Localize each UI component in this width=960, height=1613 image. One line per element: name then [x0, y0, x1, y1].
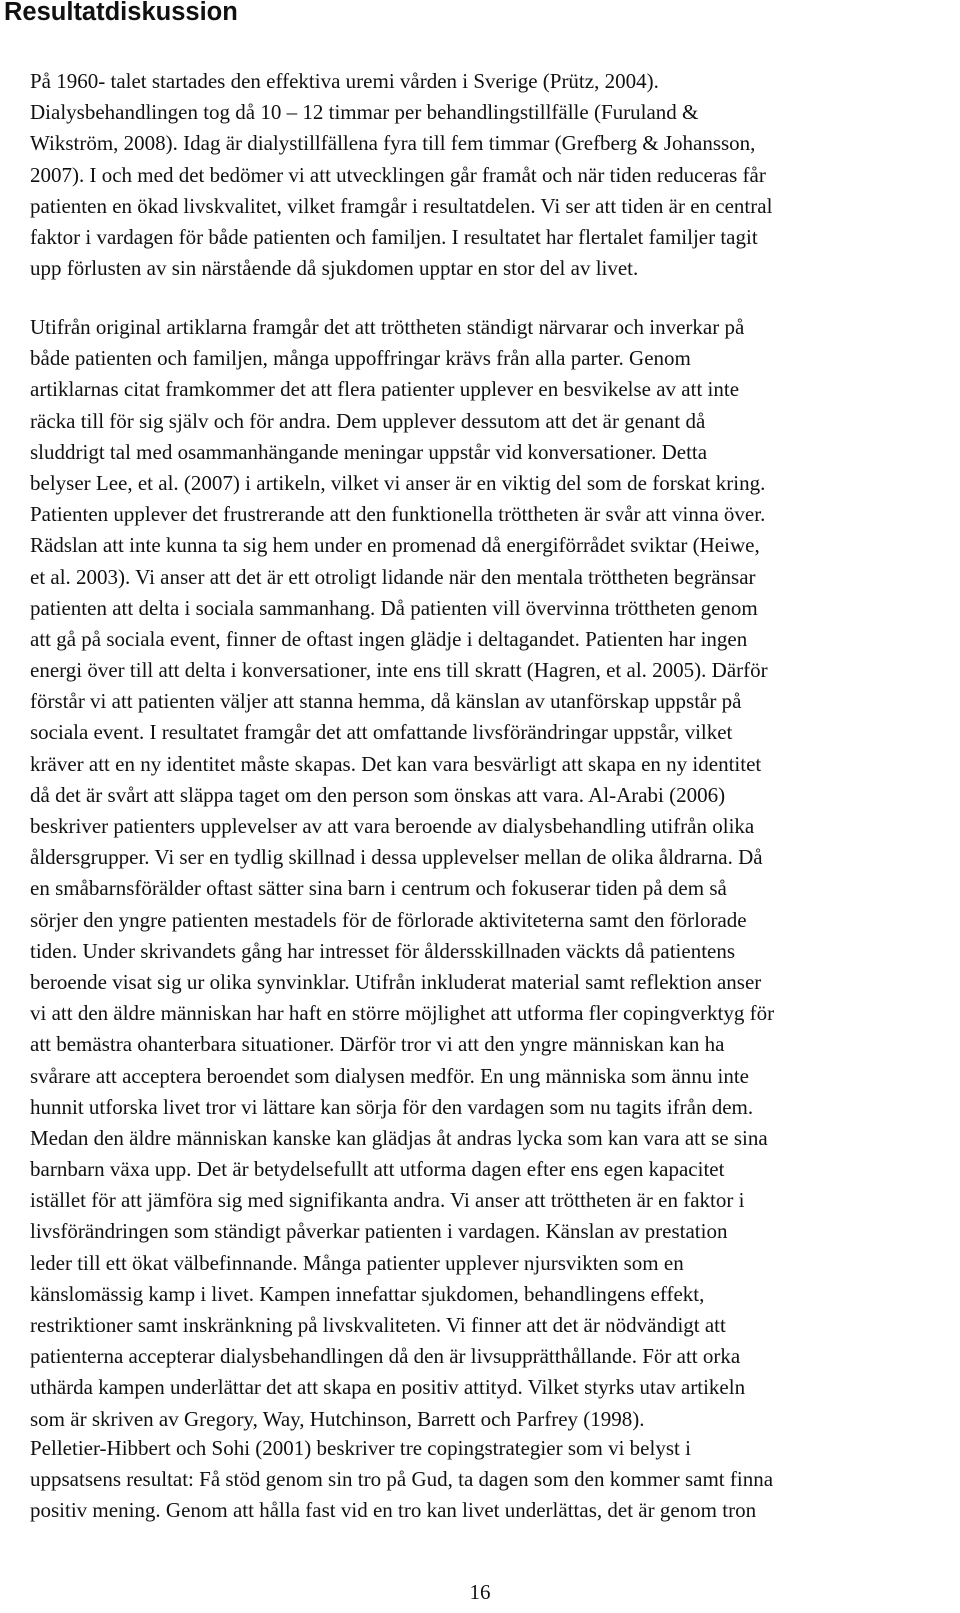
text-line: att gå på sociala event, finner de oftast ingen glädje i deltagandet. Patienten har ingen [30, 626, 748, 651]
text-line: 2007). I och med det bedömer vi att utvecklingen går framåt och när tiden reduceras får [30, 162, 766, 187]
text-line: barnbarn växa upp. Det är betydelsefullt att utforma dagen efter ens egen kapacitet [30, 1157, 725, 1182]
text-line: et al. 2003). Vi anser att det är ett otroligt lidande när den mentala tröttheten begränsar [30, 564, 756, 589]
text-line: både patienten och familjen, många uppoffringar krävs från alla parter. Genom [30, 346, 691, 371]
text-line: vi att den äldre människan har haft en större möjlighet att utforma fler copingverktyg för [30, 1001, 775, 1026]
text-line: tiden. Under skrivandets gång har intresset för åldersskillnaden väckts då patientens [30, 938, 736, 963]
text-line: restriktioner samt inskränkning på livskvaliteten. Vi finner att det är nödvändigt att [30, 1313, 726, 1337]
text-line: belyser Lee, et al. (2007) i artikeln, vilket vi anser är en viktig del som de forskat kring. [30, 470, 766, 495]
text-line: Medan den äldre människan kanske kan glädjas åt andras lycka som kan vara att se sina [30, 1125, 768, 1150]
text-line: Pelletier-Hibbert och Sohi (2001) beskriver tre copingstrategier som vi belyst i [30, 1436, 691, 1460]
text-line: som är skriven av Gregory, Way, Hutchinson, Barrett och Parfrey (1998). [30, 1406, 645, 1431]
text-line: faktor i vardagen för både patienten och familjen. I resultatet har flertalet familjer tagit [30, 224, 758, 249]
text-line: räcka till för sig själv och för andra. Dem upplever dessutom att det är genant då [30, 408, 706, 433]
text-line: livsförändringen som ständigt påverkar patienten i vardagen. Känslan av prestation [30, 1219, 728, 1244]
text-line: uthärda kampen underlättar det att skapa en positiv attityd. Vilket styrks utav artikeln [30, 1375, 746, 1400]
text-line: förstår vi att patienten väljer att stanna hemma, då känslan av utanförskap uppstår på [30, 689, 742, 714]
text-line: artiklarnas citat framkommer det att flera patienter upplever en besvikelse av att inte [30, 377, 740, 402]
text-line: patienten en ökad livskvalitet, vilket framgår i resultatdelen. Vi ser att tiden är en central [30, 193, 773, 218]
text-line: att bemästra ohanterbara situationer. Därför tror vi att den yngre människan kan ha [30, 1032, 725, 1057]
paragraph-1 [30, 66, 950, 284]
text-line: Patienten upplever det frustrerande att den funktionella tröttheten är svår att vinna över. [30, 502, 766, 527]
text-line: leder till ett ökat välbefinnande. Många patienter upplever njursvikten som en [30, 1250, 684, 1275]
text-line: åldersgrupper. Vi ser en tydlig skillnad i dessa upplevelser mellan de olika åldrarna. Då [30, 845, 763, 870]
text-line: beskriver patienters upplevelser av att vara beroende av dialysbehandling utifrån olika [30, 814, 755, 838]
text-line: patienten att delta i sociala sammanhang. Då patienten vill övervinna tröttheten genom [30, 595, 758, 620]
text-line: positiv mening. Genom att hålla fast vid en tro kan livet underlättas, det är genom tron [30, 1498, 757, 1523]
text-line: sluddrigt tal med osammanhängande meningar uppstår vid konversationer. Detta [30, 439, 708, 464]
text-line: känslomässig kamp i livet. Kampen innefattar sjukdomen, behandlingens effekt, [30, 1281, 705, 1306]
text-line: då det är svårt att släppa taget om den person som önskas att vara. Al-Arabi (2006) [30, 782, 726, 807]
page-number: 16 [469, 1580, 491, 1604]
text-line: sociala event. I resultatet framgår det att omfattande livsförändringar uppstår, vilket [30, 720, 733, 745]
text-line: svårare att acceptera beroendet som dialysen medför. En ung människa som ännu inte [30, 1063, 750, 1088]
text-line: beroende visat sig ur olika synvinklar. Utifrån inkluderat material samt reflektion anser [30, 969, 762, 994]
text-line: upp förlusten av sin närstående då sjukdomen upptar en stor del av livet. [30, 256, 639, 281]
text-line: På 1960- talet startades den effektiva uremi vården i Sverige (Prütz, 2004). [30, 69, 659, 93]
text-line: Wikström, 2008). Idag är dialystillfällena fyra till fem timmar (Grefberg & Johansson, [30, 131, 756, 156]
text-line: energi över till att delta i konversationer, inte ens till skratt (Hagren, et al. 2005). Därför [30, 658, 768, 683]
text-line: istället för att jämföra sig med signifikanta andra. Vi anser att tröttheten är en faktor i [30, 1188, 745, 1213]
text-line: uppsatsens resultat: Få stöd genom sin tro på Gud, ta dagen som den kommer samt finna [30, 1467, 774, 1492]
text-line: en småbarnsförälder oftast sätter sina barn i centrum och fokuserar tiden på dem så [30, 876, 727, 901]
paragraph-2 [30, 312, 950, 1435]
section-heading: Resultatdiskussion [4, 0, 238, 26]
text-line: patienterna accepterar dialysbehandlingen då den är livsupprätthållande. För att orka [30, 1344, 741, 1369]
paragraph-3 [30, 1433, 950, 1527]
text-line: sörjer den yngre patienten mestadels för de förlorade aktiviteterna samt den förlorade [30, 907, 747, 932]
text-line: kräver att en ny identitet måste skapas. Det kan vara besvärligt att skapa en ny identitet [30, 751, 762, 776]
text-line: Dialysbehandlingen tog då 10 – 12 timmar per behandlingstillfälle (Furuland & [30, 100, 699, 125]
text-line: hunnit utforska livet tror vi lättare kan sörja för den vardagen som nu tagits ifrån dem. [30, 1094, 754, 1119]
text-line: Utifrån original artiklarna framgår det att tröttheten ständigt närvarar och inverkar på [30, 315, 745, 339]
text-line: Rädslan att inte kunna ta sig hem under en promenad då energiförrådet sviktar (Heiwe, [30, 533, 760, 558]
